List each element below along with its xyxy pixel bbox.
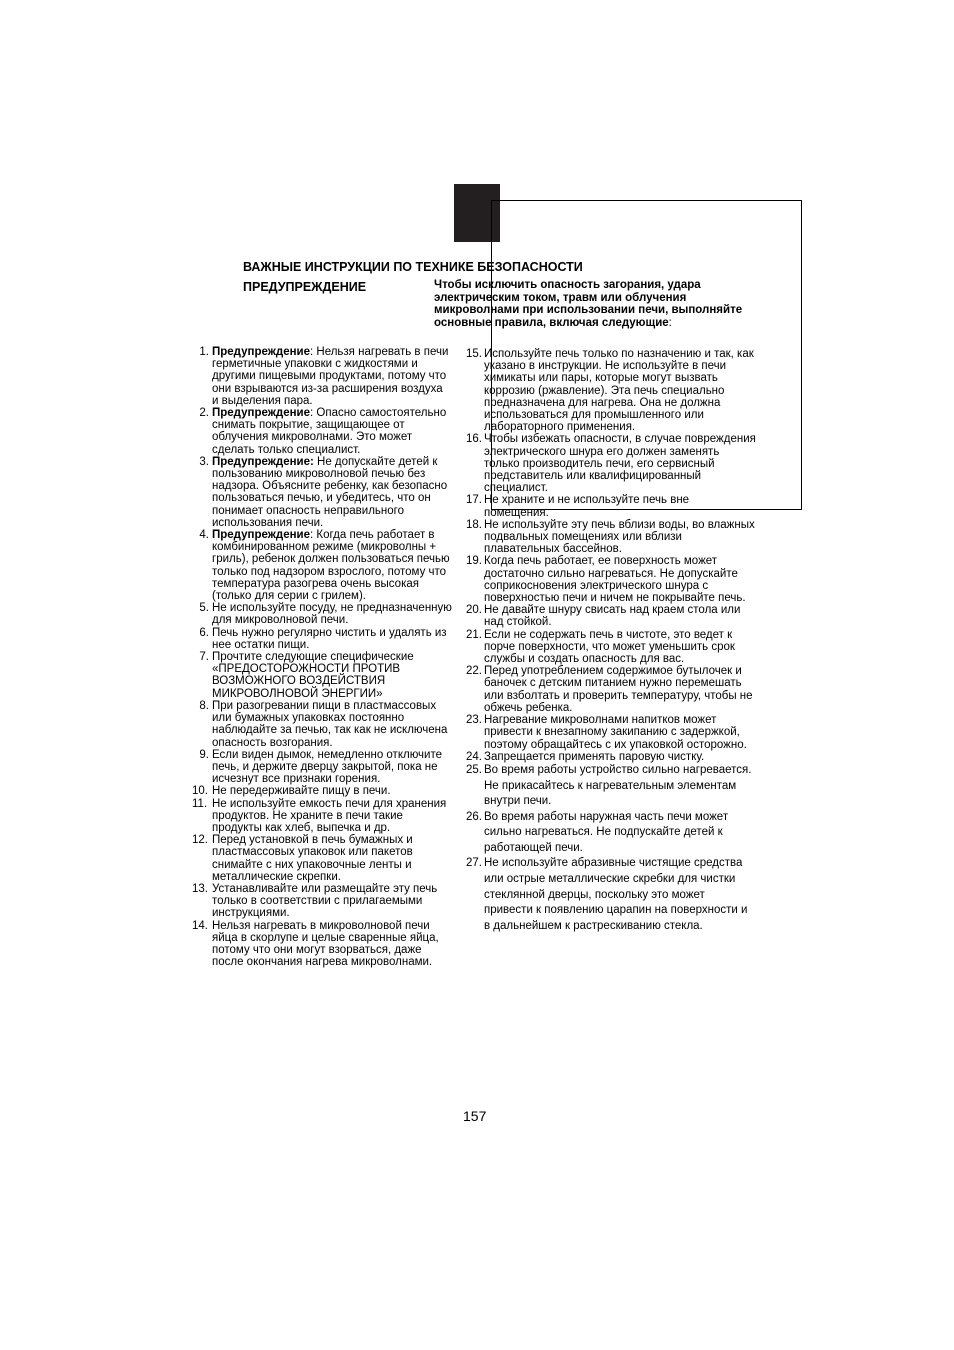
list-item	[199, 748, 452, 786]
item-number: 22.	[466, 665, 482, 678]
item-number: 1.	[199, 346, 209, 358]
item-text: При разогревании пищи в пластмассовых или бумажных упаковках постоянно наблюдайте за печью, так как не исключена опасность возгорания.	[212, 699, 448, 749]
item-text: Не давайте шнуру свисать над краем стола или над стойкой.	[484, 604, 741, 629]
item-bold-label: Предупреждение:	[212, 455, 314, 468]
item-number: 14.	[192, 919, 208, 932]
page-number: 157	[463, 1108, 487, 1124]
item-bold-label: Предупреждение	[212, 346, 310, 358]
item-text: Не используйте эту печь вблизи воды, во влажных подвальных помещениях или вблизи плавательных бассейнов.	[484, 518, 755, 556]
list-item	[192, 919, 452, 969]
item-bold-label: Предупреждение	[212, 407, 310, 420]
item-text: Во время работы устройство сильно нагревается. Не прикасайтесь к нагревательным элементам внутри печи.	[484, 763, 752, 808]
list-item	[199, 699, 452, 749]
item-number: 23.	[466, 714, 482, 727]
item-number: 10.	[192, 785, 208, 798]
right-instruction-list	[466, 348, 756, 934]
item-number: 13.	[192, 882, 208, 895]
item-text: Не допускайте детей к пользованию микроволновой печью без надзора. Объясните ребенку, как безопасно пользоваться печью, и убедитесь, что он понимает опасность неправильного использования печи.	[212, 455, 448, 529]
item-number: 9.	[199, 748, 209, 761]
list-item	[466, 665, 756, 714]
list-item	[466, 750, 756, 763]
item-text: Используйте печь только по назначению и так, как указано в инструкции. Не используйте в печи химикаты или пары, которые могут вызвать коррозию (ржавление). Эта печь специально предназначена для нагрева. Она не должна использоваться для промышленного или лабораторного применения.	[484, 348, 754, 434]
list-item	[466, 763, 756, 810]
item-number: 5.	[199, 602, 209, 615]
item-text: : Когда печь работает в комбинированном режиме (микроволны + гриль), ребенок должен пользоваться печью только под надзором взрослого, потому что температура разогрева очень высокая (только для серии с грилем).	[212, 529, 450, 603]
list-item	[192, 785, 452, 798]
item-number: 26.	[466, 810, 482, 823]
list-item	[199, 602, 452, 627]
item-text: Во время работы наружная часть печи может сильно нагреваться. Не подпускайте детей к работающей печи.	[484, 810, 729, 854]
item-number: 8.	[199, 699, 209, 712]
left-instruction-list	[192, 346, 452, 969]
item-text: : Нельзя нагревать в печи герметичные упаковки с жидкостями и другими пищевыми продуктами, потому что они взрываются из-за расширения воздуха и выделения пара.	[212, 346, 449, 407]
list-item	[192, 882, 452, 920]
list-item	[466, 856, 756, 934]
item-number: 2.	[199, 407, 209, 420]
list-item	[466, 714, 756, 751]
item-number: 6.	[199, 626, 209, 639]
list-item	[466, 494, 756, 519]
list-item	[192, 834, 452, 883]
list-item	[466, 433, 756, 495]
item-text: Чтобы избежать опасности, в случае повреждения электрического шнура его должен заменять только производитель печи, его сервисный представитель или квалифицированный специалист.	[484, 433, 756, 495]
item-text: Перед установкой в печь бумажных и пластмассовых упаковок или пакетов снимайте с них упаковочные ленты и металлические скрепки.	[212, 834, 413, 883]
warning-label: ПРЕДУПРЕЖДЕНИЕ	[243, 280, 367, 294]
list-item	[466, 604, 756, 629]
item-text: : Опасно самостоятельно снимать покрытие, защищающее от облучения микроволнами. Это может сделать только специалист.	[212, 407, 447, 456]
list-item	[466, 518, 756, 556]
item-number: 4.	[199, 529, 209, 542]
list-item	[199, 626, 452, 651]
intro-bold-text: Чтобы исключить опасность загорания, удара электрическим током, травм или облучения микроволнами при использовании печи, выполняйте основные правила, включая следующие	[434, 279, 743, 329]
item-text: Не используйте абразивные чистящие средства или острые металлические скребки для чистки стеклянной дверцы, поскольку это может привести к появлению царапин на поверхности и в дальнейшем к растрескиванию стекла.	[484, 857, 748, 932]
item-text: Если не содержать печь в чистоте, это ведет к порче поверхности, что может уменьшить срок службы и создать опасность для вас.	[484, 628, 735, 666]
item-text: Если виден дымок, немедленно отключите печь, и держите дверцу закрытой, пока не исчезнут все признаки горения.	[212, 748, 443, 786]
list-item	[199, 529, 452, 603]
item-text: Не храните и не используйте печь вне помещения.	[484, 494, 690, 519]
list-item	[192, 797, 452, 835]
item-number: 17.	[466, 494, 482, 507]
item-text: Запрещается применять паровую чистку.	[484, 750, 705, 763]
item-number: 3.	[199, 455, 209, 468]
item-bold-label: Предупреждение	[212, 529, 310, 542]
item-text: Не используйте посуду, не предназначенную для микроволновой печи.	[212, 602, 452, 627]
item-number: 11.	[192, 797, 208, 810]
item-text: Нельзя нагревать в микроволновой печи яйца в скорлупе и целые сваренные яйца, потому что они могут взорваться, даже после окончания нагрева микроволнами.	[212, 919, 439, 969]
item-text: Печь нужно регулярно чистить и удалять из нее остатки пищи.	[212, 626, 447, 651]
intro-paragraph	[434, 279, 754, 329]
item-text: Перед употреблением содержимое бутылочек и баночек с детским питанием нужно перемешать или взболтать и проверить температуру, чтобы не обжечь ребенка.	[484, 665, 753, 714]
item-text: Устанавливайте или размещайте эту печь только в соответствии с прилагаемыми инструкциями.	[212, 882, 438, 920]
list-item	[466, 628, 756, 666]
list-item	[199, 651, 452, 700]
item-number: 20.	[466, 604, 482, 617]
list-item	[199, 346, 452, 407]
item-text: Когда печь работает, ее поверхность может достаточно сильно нагреваться. Не допускайте соприкосновения электрического шнура с поверхностью печи и ничем не покрывайте печь.	[484, 555, 746, 605]
item-number: 24.	[466, 750, 482, 763]
item-number: 15.	[466, 348, 482, 360]
item-number: 12.	[192, 834, 208, 847]
list-item	[199, 407, 452, 456]
item-text: Прочтите следующие специфические «ПРЕДОСТОРОЖНОСТИ ПРОТИВ ВОЗМОЖНОГО ВОЗДЕЙСТВИЯ МИКРОВОЛНОВОЙ ЭНЕРГИИ»	[212, 651, 414, 700]
item-number: 18.	[466, 518, 482, 531]
item-number: 19.	[466, 555, 482, 568]
item-number: 21.	[466, 628, 482, 641]
item-number: 16.	[466, 433, 482, 446]
item-text: Не передерживайте пищу в печи.	[212, 785, 391, 798]
list-item	[466, 555, 756, 605]
item-number: 7.	[199, 651, 209, 664]
item-number: 25.	[466, 763, 482, 776]
list-item	[466, 348, 756, 434]
item-number: 27.	[466, 857, 482, 870]
intro-tail: :	[668, 316, 672, 329]
page-heading: ВАЖНЫЕ ИНСТРУКЦИИ ПО ТЕХНИКЕ БЕЗОПАСНОСТИ	[243, 260, 583, 274]
item-text: Нагревание микроволнами напитков может привести к внезапному закипанию с задержкой, поэтому обращайтесь с их упаковкой осторожно.	[484, 714, 747, 751]
list-item	[199, 455, 452, 529]
item-text: Не используйте емкость печи для хранения продуктов. Не храните в печи такие продукты как хлеб, выпечка и др.	[212, 797, 447, 834]
list-item	[466, 810, 756, 857]
